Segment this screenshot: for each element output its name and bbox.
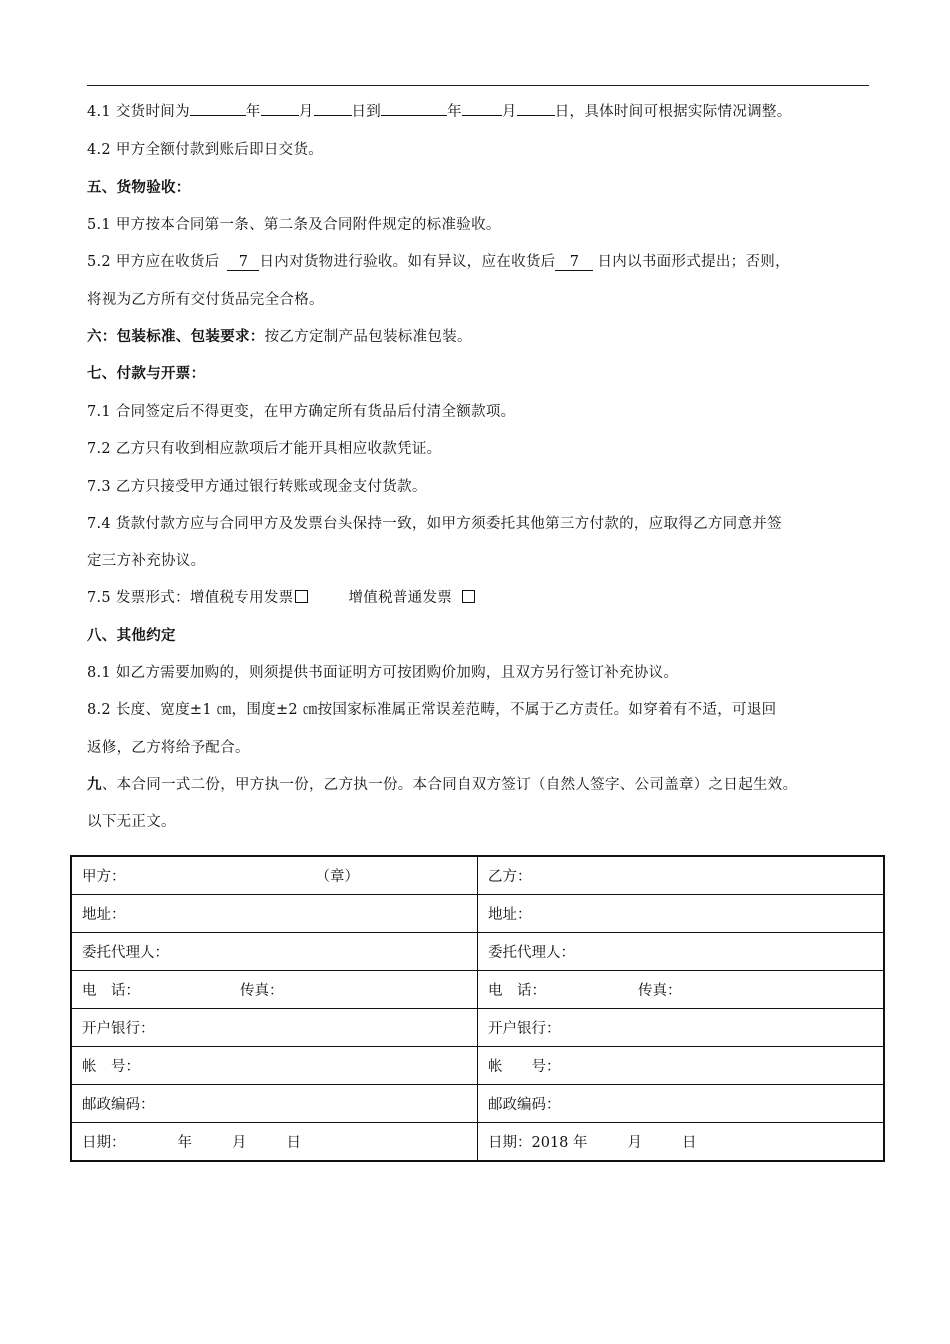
label-day-to: 日到	[351, 104, 382, 120]
normal-invoice-label: 增值税普通发票	[348, 590, 453, 606]
section-9-end: 以下无正文。	[87, 814, 176, 830]
party-a-date-cell[interactable]	[71, 1123, 478, 1162]
section-6	[87, 325, 472, 346]
party-b-account-cell[interactable]	[478, 1047, 885, 1085]
section-9	[87, 773, 797, 794]
section-9-heading: 九	[87, 776, 102, 793]
bank-label: 开户银行：	[82, 1021, 155, 1037]
party-b-date-cell[interactable]	[478, 1123, 885, 1162]
table-row	[71, 1085, 884, 1123]
date-year-label: 年	[177, 1135, 192, 1151]
blank-month-1[interactable]	[261, 101, 299, 116]
clause-8-1: 8.1 如乙方需要加购的，则须提供书面证明方可按团购价加购，且双方另行签订补充协议。	[87, 665, 679, 681]
table-row	[71, 1123, 884, 1162]
header-rule	[87, 85, 869, 86]
clause-5-2	[87, 250, 790, 271]
seal-label: （章）	[315, 869, 359, 885]
clause-5-2-prefix: 5.2 甲方应在收货后	[87, 254, 220, 270]
clause-5-2-suffix: 日内以书面形式提出；否则，	[597, 254, 790, 270]
date-label: 日期：2018 年	[488, 1135, 588, 1151]
party-a-postcode-cell[interactable]	[71, 1085, 478, 1123]
party-b-cell[interactable]	[478, 856, 885, 895]
invoice-label: 7.5 发票形式：增值税专用发票	[87, 590, 294, 606]
bank-label: 开户银行：	[488, 1021, 561, 1037]
table-row	[71, 856, 884, 895]
postcode-label: 邮政编码：	[82, 1097, 155, 1113]
phone-label: 电 话：	[488, 983, 546, 999]
fax-label: 传真：	[240, 983, 284, 999]
account-label: 帐 号：	[82, 1059, 140, 1075]
party-b-bank-cell[interactable]	[478, 1009, 885, 1047]
clause-7-4-cont: 定三方补充协议。	[87, 553, 206, 569]
section-7-heading: 七、付款与开票：	[87, 365, 206, 382]
date-label: 日期：	[82, 1135, 126, 1151]
date-day-label: 日	[286, 1135, 301, 1151]
table-row	[71, 895, 884, 933]
party-b-label: 乙方：	[488, 869, 532, 885]
section-6-heading: 六：包装标准、包装要求：	[87, 328, 265, 345]
date-day-label: 日	[682, 1135, 697, 1151]
fax-label: 传真：	[638, 983, 682, 999]
special-invoice-checkbox[interactable]	[295, 590, 308, 603]
party-a-address-cell[interactable]	[71, 895, 478, 933]
agent-label: 委托代理人：	[488, 945, 575, 961]
party-a-account-cell[interactable]	[71, 1047, 478, 1085]
account-label: 帐 号：	[488, 1059, 561, 1075]
clause-5-2-mid: 日内对货物进行验收。如有异议，应在收货后	[259, 254, 556, 270]
party-a-agent-cell[interactable]	[71, 933, 478, 971]
inspection-days-field[interactable]: 7	[227, 255, 259, 271]
clause-5-1: 5.1 甲方按本合同第一条、第二条及合同附件规定的标准验收。	[87, 217, 501, 233]
table-row	[71, 933, 884, 971]
blank-day-1[interactable]	[314, 101, 352, 116]
clause-4-1-prefix: 4.1 交货时间为	[87, 104, 190, 120]
section-9-text: 、本合同一式二份，甲方执一份，乙方执一份。本合同自双方签订（自然人签字、公司盖章）之日起生效。	[101, 777, 798, 793]
clause-7-3: 7.3 乙方只接受甲方通过银行转账或现金支付货款。	[87, 479, 427, 495]
clause-7-1: 7.1 合同签定后不得更变，在甲方确定所有货品后付清全额款项。	[87, 404, 516, 420]
normal-invoice-checkbox[interactable]	[462, 590, 475, 603]
party-b-phone-cell[interactable]	[478, 971, 885, 1009]
table-row	[71, 1047, 884, 1085]
party-b-postcode-cell[interactable]	[478, 1085, 885, 1123]
party-a-label: 甲方：	[82, 869, 126, 885]
phone-label: 电 话：	[82, 983, 140, 999]
table-row	[71, 971, 884, 1009]
party-b-agent-cell[interactable]	[478, 933, 885, 971]
section-8-heading: 八、其他约定	[87, 627, 176, 644]
party-a-bank-cell[interactable]	[71, 1009, 478, 1047]
clause-7-5	[87, 586, 475, 607]
blank-month-2[interactable]	[462, 101, 502, 116]
party-b-address-cell[interactable]	[478, 895, 885, 933]
clause-8-2: 8.2 长度、宽度±1 ㎝，围度±2 ㎝按国家标准属正常误差范畴，不属于乙方责任。如穿着有不适，可退回	[87, 702, 777, 718]
signature-table	[70, 855, 885, 1162]
label-year-2: 年	[447, 104, 462, 120]
address-label: 地址：	[82, 907, 126, 923]
label-year-1: 年	[245, 104, 261, 120]
blank-day-2[interactable]	[517, 101, 555, 116]
date-month-label: 月	[232, 1135, 247, 1151]
section-6-text: 按乙方定制产品包装标准包装。	[264, 329, 472, 345]
clause-4-2: 4.2 甲方全额付款到账后即日交货。	[87, 142, 324, 158]
date-month-label: 月	[627, 1135, 643, 1151]
objection-days-field[interactable]: 7	[555, 255, 593, 271]
blank-year-1[interactable]	[190, 101, 246, 116]
clause-7-2: 7.2 乙方只有收到相应款项后才能开具相应收款凭证。	[87, 441, 442, 457]
section-5-heading: 五、货物验收：	[87, 179, 191, 196]
clause-8-2-cont: 返修，乙方将给予配合。	[87, 740, 250, 756]
clause-7-4: 7.4 货款付款方应与合同甲方及发票台头保持一致，如甲方须委托其他第三方付款的，应取得乙方同意并签	[87, 516, 782, 532]
clause-4-1-suffix: 日，具体时间可根据实际情况调整。	[554, 104, 792, 120]
postcode-label: 邮政编码：	[488, 1097, 561, 1113]
agent-label: 委托代理人：	[82, 945, 169, 961]
clause-4-1	[87, 100, 792, 121]
table-row	[71, 1009, 884, 1047]
label-month-1: 月	[298, 104, 314, 120]
party-a-cell[interactable]	[71, 856, 478, 895]
blank-year-2[interactable]	[381, 101, 447, 116]
clause-5-2-cont: 将视为乙方所有交付货品完全合格。	[87, 292, 324, 308]
label-month-2: 月	[501, 104, 517, 120]
party-a-phone-cell[interactable]	[71, 971, 478, 1009]
address-label: 地址：	[488, 907, 532, 923]
